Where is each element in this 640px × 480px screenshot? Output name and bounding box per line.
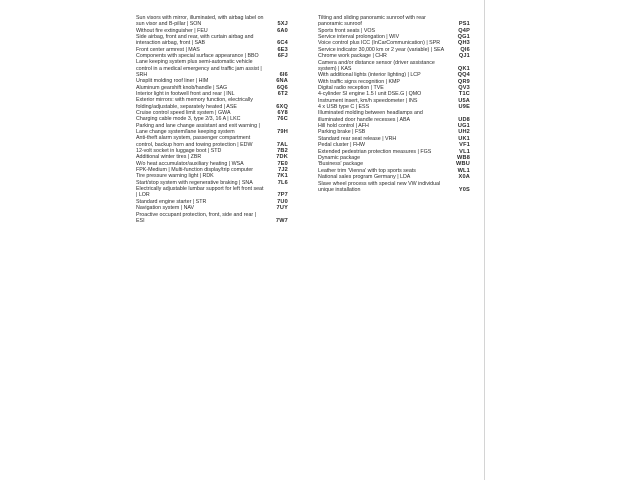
equipment-code: WB8: [456, 155, 470, 162]
equipment-entry: [318, 91, 470, 97]
equipment-description: Without fire extinguisher | FEU: [136, 27, 208, 34]
equipment-code: QJ1: [458, 53, 470, 60]
equipment-code: QI6: [460, 46, 470, 53]
equipment-code: 7U0: [277, 198, 288, 205]
equipment-entry: [318, 136, 470, 142]
equipment-code: 6FJ: [277, 52, 288, 59]
equipment-entry: [318, 129, 470, 135]
equipment-code: 7W7: [275, 217, 288, 224]
equipment-description: Voice control plus ICC (InCarCommunication) | SPR: [318, 40, 441, 47]
equipment-code: 6Q6: [276, 84, 288, 91]
equipment-entry: [318, 104, 470, 110]
equipment-entry: [136, 173, 288, 179]
equipment-code: UD8: [458, 116, 470, 123]
equipment-code: Q4P: [458, 27, 470, 34]
equipment-code: 6Y8: [277, 109, 288, 116]
equipment-entry: [318, 174, 470, 180]
equipment-code: X0A: [458, 174, 470, 181]
equipment-description: 4 x USB type C | ESS: [318, 104, 370, 111]
equipment-code: 7AL: [276, 141, 288, 148]
equipment-description: Service indicator 30,000 km or 2 year (variable) | SEA: [318, 46, 445, 53]
equipment-code: VL1: [459, 148, 470, 155]
equipment-description: Electrically adjustable lumbar support for left front seat | LOR: [136, 186, 264, 199]
equipment-entry: [318, 98, 470, 104]
equipment-entry: [318, 142, 470, 148]
equipment-description: Camera and/or distance sensor (driver assistance system) | KAS: [318, 59, 435, 72]
equipment-description: With traffic signs recognition | KMP: [318, 78, 400, 85]
equipment-entry: [318, 47, 470, 53]
equipment-code: T1C: [458, 91, 470, 98]
equipment-description: Leather trim 'Vienna' with top sports seats: [318, 167, 416, 174]
equipment-entry: [318, 123, 470, 129]
equipment-code: 7B2: [277, 147, 288, 154]
equipment-description: National sales program Germany | LDA: [318, 174, 411, 181]
left-equipment-column: [136, 15, 288, 224]
equipment-code: 7K1: [277, 173, 288, 180]
equipment-entry: [318, 149, 470, 155]
equipment-code: 6NA: [276, 78, 288, 85]
equipment-code: Y0S: [458, 186, 470, 193]
equipment-entry: [318, 110, 470, 122]
scan-page-edge: [484, 0, 485, 480]
equipment-description: Pedal cluster | FHW: [318, 142, 365, 149]
right-equipment-column: [318, 15, 470, 193]
equipment-entry: [136, 135, 288, 147]
equipment-entry: [136, 15, 288, 27]
equipment-entry: [318, 34, 470, 40]
equipment-entry: [318, 53, 470, 59]
equipment-description: Chrome work package | CHR: [318, 53, 387, 60]
equipment-code: QQ4: [457, 72, 470, 79]
equipment-code: 76C: [277, 116, 288, 123]
equipment-description: Sun visors with mirror, illuminated, with airbag label on sun visor and B-pillar | SON: [136, 15, 264, 28]
equipment-entry: [136, 91, 288, 97]
equipment-code: 7L6: [277, 179, 288, 186]
equipment-code: 7DK: [276, 154, 288, 161]
equipment-description: Charging cable mode 3, type 2/3, 16 A | LKC: [136, 116, 241, 123]
equipment-entry: [136, 116, 288, 122]
equipment-entry: [318, 15, 470, 27]
equipment-entry: [136, 97, 288, 109]
equipment-entry: [136, 180, 288, 186]
equipment-code: 7E0: [277, 160, 288, 167]
equipment-entry: [318, 40, 470, 46]
equipment-entry: [318, 181, 470, 193]
equipment-entry: [136, 186, 288, 198]
equipment-description: Illuminated molding between headlamps and illuminated door handle recesses | ABA: [318, 110, 423, 123]
equipment-code: UG1: [457, 123, 470, 130]
equipment-description: Slave wheel process with special new VW individual unique installation: [318, 180, 441, 193]
equipment-entry: [136, 148, 288, 154]
equipment-code: 6XQ: [276, 103, 288, 110]
equipment-code: U5A: [458, 97, 470, 104]
equipment-entry: [318, 79, 470, 85]
equipment-description: Unsplit molding roof liner | HIM: [136, 78, 209, 85]
equipment-description: 12-volt socket in luggage boot | STD: [136, 147, 222, 154]
equipment-code: 6C4: [277, 40, 288, 47]
equipment-description: Standard engine starter | STR: [136, 198, 207, 205]
equipment-entry: [136, 28, 288, 34]
equipment-entry: [136, 161, 288, 167]
equipment-description: Dynamic package: [318, 155, 361, 162]
equipment-entry: [136, 34, 288, 46]
equipment-entry: [136, 199, 288, 205]
equipment-entry: [318, 60, 470, 72]
equipment-description: Interior light in footwell front and rear | INL: [136, 90, 235, 97]
equipment-description: Cruise control speed limit system | GWA: [136, 109, 231, 116]
equipment-entry: [136, 205, 288, 211]
equipment-entry: [136, 212, 288, 224]
equipment-description: Sports front seats | VOS: [318, 27, 376, 34]
equipment-entry: [318, 161, 470, 167]
equipment-code: 6E3: [277, 46, 288, 53]
equipment-code: 7P7: [277, 192, 288, 199]
equipment-entry: [136, 47, 288, 53]
equipment-description: 'Business' package: [318, 161, 364, 168]
equipment-entry: [136, 78, 288, 84]
equipment-code: UH2: [458, 129, 470, 136]
equipment-entry: [136, 167, 288, 173]
equipment-description: 4-cylinder SI engine 1.5 l unit DSE.G | QMO: [318, 91, 422, 98]
equipment-code: QR9: [457, 78, 470, 85]
equipment-description: Tilting and sliding panoramic sunroof with rear panoramic sunroof: [318, 15, 426, 28]
equipment-entry: [318, 28, 470, 34]
equipment-description: Exterior mirrors: with memory function, electrically folding/adjustable, separately heated | ASE: [136, 97, 253, 110]
equipment-description: Start/stop system with regenerative braking | SNA: [136, 179, 253, 186]
equipment-code: 7UY: [276, 205, 288, 212]
equipment-code: QK1: [457, 65, 470, 72]
equipment-description: FPK-Medium | Multi-function display/trip computer: [136, 167, 254, 174]
equipment-code: QV3: [458, 84, 470, 91]
equipment-description: Service interval prolongation | WIV: [318, 33, 400, 40]
equipment-description: Anti-theft alarm system, passenger compartment control, backup horn and towing protection | EDW: [136, 135, 253, 148]
equipment-description: Additional winter tires | ZBR: [136, 154, 202, 161]
equipment-description: Standard rear seat release | VRH: [318, 135, 397, 142]
equipment-description: With additional lights (interior lighting) | LCP: [318, 72, 421, 79]
equipment-description: Parking brake | FSB: [318, 129, 366, 136]
equipment-code: U9E: [458, 104, 470, 111]
equipment-description: Front center armrest | MAS: [136, 46, 200, 53]
equipment-code: QG1: [457, 33, 470, 40]
equipment-description: Parking and lane change assistant and exit warning | Lane change system/lane keeping system: [136, 122, 260, 135]
equipment-entry: [136, 53, 288, 59]
equipment-code: 79H: [277, 128, 288, 135]
equipment-entry: [136, 85, 288, 91]
equipment-code: VF1: [459, 142, 470, 149]
equipment-entry: [136, 123, 288, 135]
equipment-entry: [318, 72, 470, 78]
equipment-description: Tire pressure warning light | RDK: [136, 173, 214, 180]
equipment-code: QH3: [457, 40, 470, 47]
equipment-entry: [136, 154, 288, 160]
equipment-entry: [318, 168, 470, 174]
equipment-description: Components with special surface appearance | BBO: [136, 52, 259, 59]
equipment-description: Lane keeping system plus semi-automatic vehicle control in a medical emergency and traffic jam assist | SRH: [136, 59, 262, 78]
equipment-description: Navigation system | NAV: [136, 205, 195, 212]
equipment-description: W/o heat accumulator/auxiliary heating | WSA: [136, 160, 244, 167]
equipment-code: WBU: [456, 161, 470, 168]
equipment-description: Digital radio reception | TVE: [318, 84, 384, 91]
equipment-code: 6I6: [279, 71, 288, 78]
equipment-description: Hill hold control | AFH: [318, 123, 369, 130]
equipment-description: Aluminum gearshift knob/handle | SAG: [136, 84, 228, 91]
equipment-code: UK1: [458, 135, 470, 142]
equipment-code: 5XJ: [277, 21, 288, 28]
equipment-description: Side airbag, front and rear, with curtain airbag and interaction airbag, front | SAB: [136, 33, 254, 47]
equipment-description: Extended pedestrian protection measures | FGS: [318, 148, 432, 155]
equipment-code: 6A0: [277, 27, 288, 34]
equipment-entry: [136, 110, 288, 116]
equipment-code: PS1: [458, 21, 470, 28]
equipment-code: 7J2: [278, 167, 288, 174]
equipment-entry: [136, 59, 288, 78]
equipment-code: 6T2: [277, 90, 288, 97]
equipment-entry: [318, 85, 470, 91]
equipment-code: WL1: [457, 167, 470, 174]
equipment-description: Proactive occupant protection, front, side and rear | ESI: [136, 211, 257, 224]
equipment-description: Instrument insert, km/h speedometer | INS: [318, 97, 418, 104]
equipment-entry: [318, 155, 470, 161]
